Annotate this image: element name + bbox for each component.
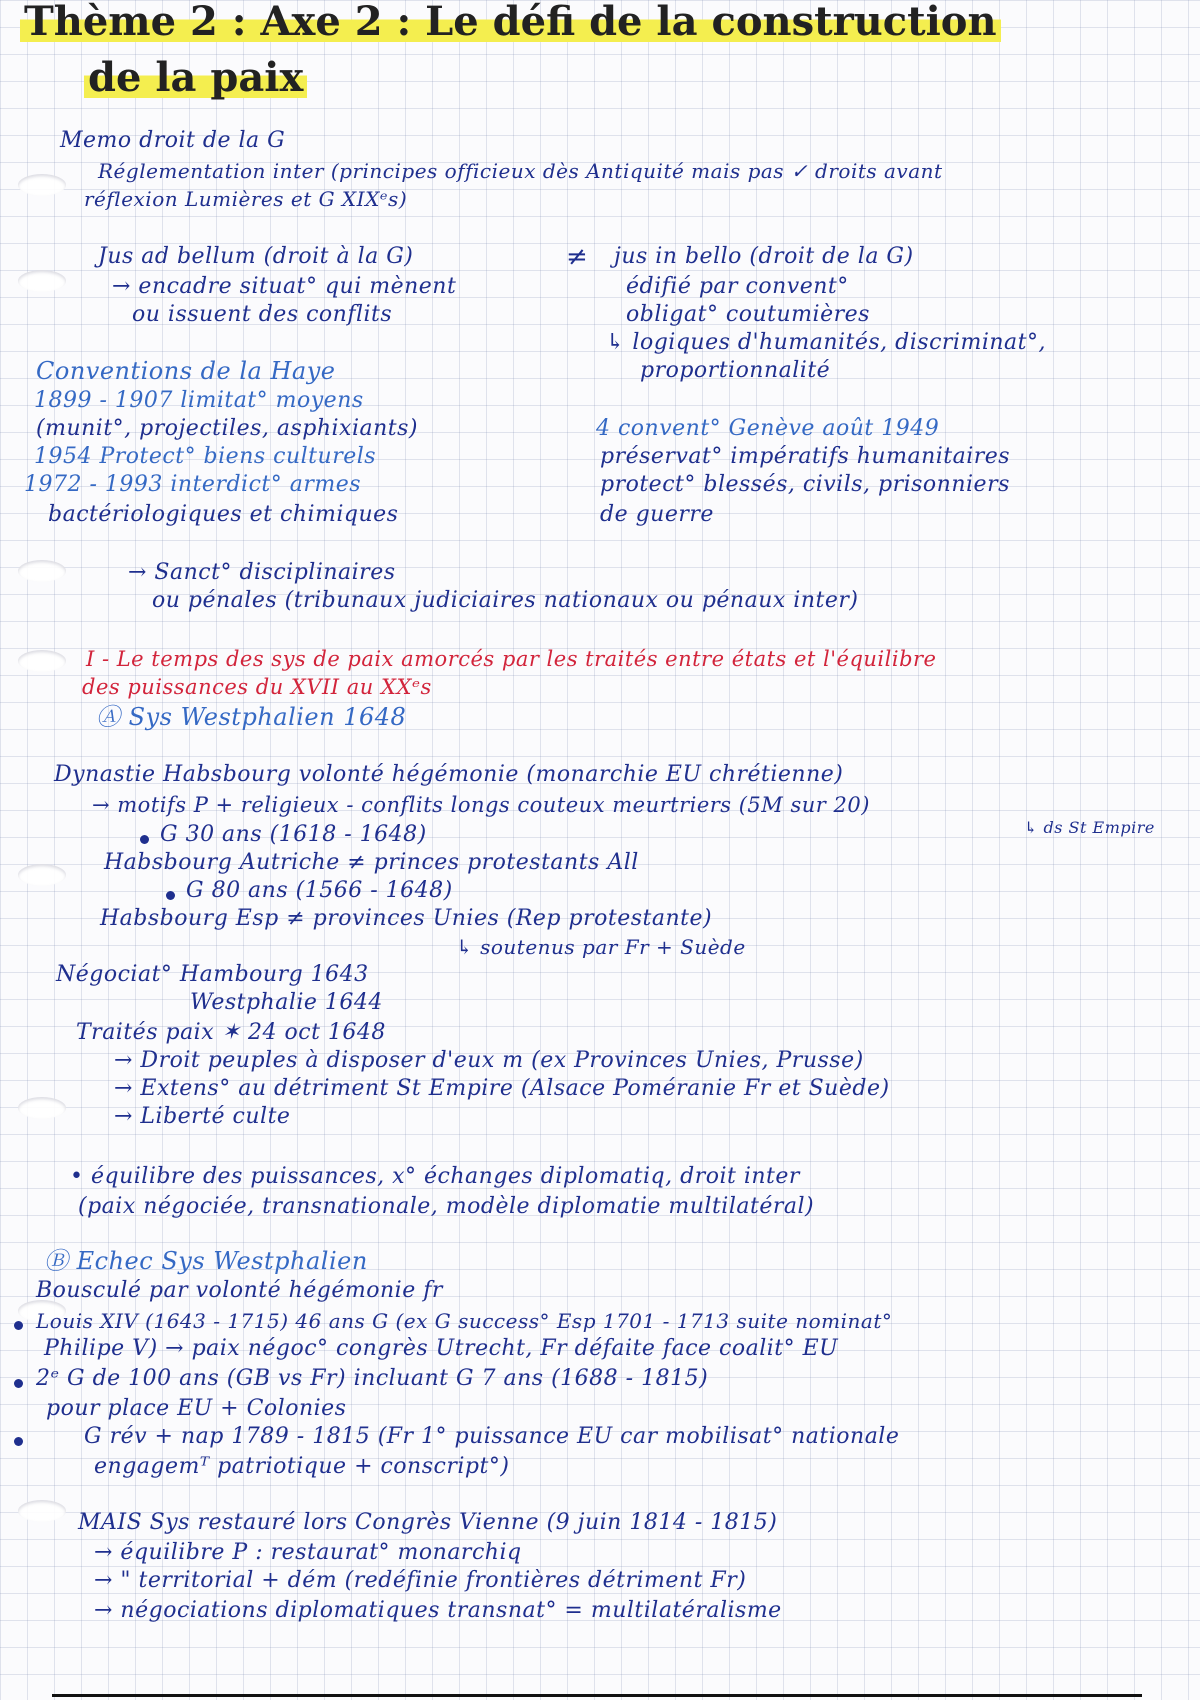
text-line: Habsbourg Autriche ≠ princes protestants All [104, 850, 639, 875]
binder-hole [18, 1500, 66, 1522]
text-line: ↳ logiques d'humanités, discriminat°, [606, 330, 1046, 355]
text-line: Louis XIV (1643 - 1715) 46 ans G (ex G success° Esp 1701 - 1713 suite nominat° [36, 1309, 893, 1333]
page-bottom-rule [52, 1694, 1142, 1697]
text-line: → négociations diplomatiques transnat° = multilatéralisme [94, 1598, 782, 1623]
subsection-heading: Ⓑ Echec Sys Westphalien [44, 1247, 368, 1275]
text-line: G rév + nap 1789 - 1815 (Fr 1° puissance EU car mobilisat° nationale [84, 1424, 900, 1449]
text-line: protect° blessés, civils, prisonniers [600, 472, 1010, 497]
text-line: (munit°, projectiles, asphixiants) [36, 416, 418, 441]
bullet [140, 835, 149, 844]
bullet [166, 891, 175, 900]
text-line: réflexion Lumières et G XIXᵉs) [84, 187, 408, 211]
binder-hole [18, 270, 66, 292]
text-line: 2ᵉ G de 100 ans (GB vs Fr) incluant G 7 ans (1688 - 1815) [36, 1366, 709, 1391]
text-line: MAIS Sys restauré lors Congrès Vienne (9 juin 1814 - 1815) [78, 1510, 778, 1535]
text-line: 1972 - 1993 interdict° armes [24, 472, 362, 497]
text-line: Négociat° Hambourg 1643 [56, 962, 369, 987]
text-line: ou pénales (tribunaux judiciaires nationaux ou pénaux inter) [152, 588, 859, 613]
binder-hole [18, 864, 66, 886]
subsection-heading: Ⓐ Sys Westphalien 1648 [96, 703, 407, 731]
binder-hole [18, 650, 66, 672]
text-line: Westphalie 1644 [190, 990, 383, 1015]
not-equal-symbol: ≠ [566, 242, 589, 272]
text-line: préservat° impératifs humanitaires [600, 444, 1011, 469]
text-line: G 80 ans (1566 - 1648) [186, 878, 453, 903]
text-line: proportionnalité [640, 358, 831, 383]
binder-hole [18, 174, 66, 196]
text-line: → encadre situat° qui mènent [112, 274, 457, 299]
text-line: → motifs P + religieux - conflits longs couteux meurtriers (5M sur 20) [92, 793, 870, 817]
text-line: édifié par convent° [626, 274, 849, 299]
text-line: • équilibre des puissances, x° échanges diplomatiq, droit inter [70, 1164, 800, 1189]
section-heading: I - Le temps des sys de paix amorcés par les traités entre états et l'équilibre [86, 647, 937, 671]
text-line: engagemᵀ patriotique + conscript°) [94, 1454, 510, 1479]
binder-hole [18, 560, 66, 582]
text-line: → " territorial + dém (redéfinie frontières détriment Fr) [94, 1568, 747, 1593]
text-line: 1954 Protect° biens culturels [34, 444, 377, 469]
page-title-continued: de la paix [84, 54, 307, 102]
bullet [14, 1321, 23, 1330]
haye-heading: Conventions de la Haye [36, 357, 336, 385]
text-line: Traités paix ✶ 24 oct 1648 [76, 1020, 386, 1045]
text-line: ↳ ds St Empire [1024, 818, 1155, 837]
text-line: → Droit peuples à disposer d'eux m (ex Provinces Unies, Prusse) [114, 1048, 864, 1073]
jus-in-bello: jus in bello (droit de la G) [614, 244, 914, 269]
binder-hole [18, 1097, 66, 1119]
text-line: 1899 - 1907 limitat° moyens [34, 388, 364, 413]
text-line: → Liberté culte [114, 1104, 291, 1129]
geneve-heading: 4 convent° Genève août 1949 [596, 416, 940, 441]
text-line: de guerre [600, 502, 714, 527]
text-line: obligat° coutumières [626, 302, 870, 327]
text-line: → Extens° au détriment St Empire (Alsace Poméranie Fr et Suède) [114, 1076, 890, 1101]
text-line: (paix négociée, transnationale, modèle diplomatie multilatéral) [78, 1194, 815, 1219]
jus-ad-bellum: Jus ad bellum (droit à la G) [98, 244, 414, 269]
text-line: → Sanct° disciplinaires [128, 560, 396, 585]
text-line: pour place EU + Colonies [46, 1396, 347, 1421]
text-line: ↳ soutenus par Fr + Suède [456, 935, 746, 959]
memo-heading: Memo droit de la G [60, 128, 286, 153]
text-line: Philipe V) → paix négoc° congrès Utrecht, Fr défaite face coalit° EU [44, 1336, 839, 1361]
bullet [14, 1437, 23, 1446]
page-title: Thème 2 : Axe 2 : Le défi de la construction [20, 0, 1001, 46]
text-line: Bousculé par volonté hégémonie fr [36, 1278, 443, 1303]
text-line: ou issuent des conflits [132, 302, 393, 327]
text-line: Réglementation inter (principes officieux dès Antiquité mais pas ✓ droits avant [98, 159, 943, 183]
text-line: bactériologiques et chimiques [48, 502, 399, 527]
text-line: Dynastie Habsbourg volonté hégémonie (monarchie EU chrétienne) [54, 762, 844, 787]
text-line: Habsbourg Esp ≠ provinces Unies (Rep protestante) [100, 906, 713, 931]
section-heading-continued: des puissances du XVII au XXᵉs [82, 675, 432, 699]
text-line: G 30 ans (1618 - 1648) [160, 822, 427, 847]
text-line: → équilibre P : restaurat° monarchiq [94, 1540, 522, 1565]
bullet [14, 1379, 23, 1388]
